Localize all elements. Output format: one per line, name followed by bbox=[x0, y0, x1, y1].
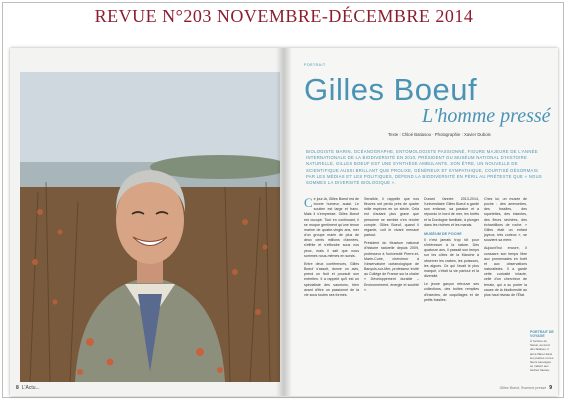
text-column-3 bbox=[424, 197, 479, 377]
article-credits: Texte : Chloé Batiasou · Photographie : Xavier Dubois bbox=[388, 132, 491, 137]
portrait-illustration bbox=[20, 72, 280, 382]
issue-banner: REVUE N°203 NOVEMBRE-DÉCEMBRE 2014 bbox=[94, 6, 474, 26]
column-3-paragraph: Le jeune garçon retrouve ses collections, des boîtes remplies d'insectes, de coquillages et de petits fossiles. bbox=[424, 282, 479, 302]
right-folio-text: Gilles Boeuf, l'homme pressé bbox=[499, 386, 547, 390]
spread-gutter bbox=[276, 48, 292, 396]
column-1-paragraph: Ce jour-là, Gilles Boeuf est de bonne humeur, aussi. Le soutien est large et franc. Mais il s'empresse. Gilles Boeuf est occupé. Tout en continuant, il se moque gentiment qu'une tenue marine de quatre-vingts ans, mer d'un groupe marin de plus de deux cents millions d'années, s'effrite et s'effondre sous nos yeux, mais il sait que nous sommes nous-mêmes en sursis. bbox=[304, 197, 359, 258]
article-subtitle: L'homme pressé bbox=[422, 105, 551, 127]
left-page-number: 8 bbox=[16, 385, 19, 391]
article-lead: BIOLOGISTE MARIN, OCÉANOGRAPHE, ENTOMOLOGISTE PASSIONNÉ, FIGURE MAJEURE DE L'ANNÉE INTERNATIONALE DE LA BIODIVERSITÉ EN 2010, PRÉSIDENT DU MUSÉUM NATIONAL D'HISTOIRE NATURELLE, GILLES BOEUF EST UNE SYNTHÈSE AMBULANTE. SON ÊTRE, UN NOUVELLE DE SCIENTIFIQUE AUSSI BRILLANT QUE PROLIXE, GÉNÉREUX ET SYMPATHIQUE, COURTISÉ DÉSORMAIS PAR LES MÉDIAS ET LES POLITIQUES, DÉFEND LA BIODIVERSITÉ EN PÉRIL AU PRÉTEXTE QUE « NOUS SOMMES LA DIVERSITÉ BIOLOGIQUE ». bbox=[306, 149, 542, 186]
section-heading: MUSÉUM DE POCHE bbox=[424, 231, 462, 236]
column-2-paragraph: Président du Muséum national d'histoire naturelle depuis 2009, professeur à l'université Pierre-et-Marie-Curie, chercheur à l'observatoire océanologique de Banyuls-sur-Mer, professeur invité au Collège de France sur la chaire « Développement durable – Environnement, énergie et société ». bbox=[364, 241, 419, 292]
right-folio bbox=[500, 385, 552, 391]
text-column-2 bbox=[364, 197, 419, 377]
caption-title: PORTRAIT DE VOYAGE bbox=[530, 330, 554, 338]
text-column-4 bbox=[484, 197, 527, 377]
column-3-paragraph: Durant l'année 2013-2014, l'universitaire Gilles Boeuf a gardé son enfance, sa passion et a répondu le bord de mer, les forêts et la Dordogne familiale, à plonger dans les rivières et les marais. bbox=[424, 197, 479, 227]
right-page bbox=[284, 48, 558, 396]
column-3-paragraph: Il n'est jamais trop tôt pour s'intéresser à la nature. Dès quatorze ans, il passait son temps sur les côtes de la Manche à observer les crabes, les poissons, les algues. Ce qui l'avait le plus marqué, c'était la vie partout et la diversité. bbox=[424, 237, 479, 279]
magazine-spread bbox=[10, 48, 558, 396]
left-page bbox=[10, 48, 284, 396]
column-4-paragraph: Aujourd'hui encore, il consacre son temps libre aux promenades en forêt et aux observations naturalistes. Il a gardé cette curiosité intacte, celle d'un chercheur de terrain, qui a su porter la cause de la biodiversité au plus haut niveau de l'État. bbox=[484, 246, 527, 297]
photo-caption bbox=[530, 330, 554, 373]
left-magazine-name: L'Actu... bbox=[21, 385, 40, 391]
drop-cap: C bbox=[304, 197, 313, 210]
text-column-1 bbox=[304, 197, 359, 377]
article-title: Gilles Boeuf bbox=[304, 72, 478, 107]
right-page-number: 9 bbox=[549, 385, 552, 391]
portrait-photo bbox=[20, 72, 280, 382]
column-2-paragraph: Sensible, il rappelle que nos fleuves ont perdu près de quatre mille espèces en un siècle. Cela est d'autant plus grave que personne ne semble s'en rendre compte. Gilles Boeuf, quand il regarde, voit le vivant menacé partout. bbox=[364, 197, 419, 238]
column-4-paragraph: Chez lui, un musée de poche : des ammonites, des fossiles, des squelettes, des insectes, des fleurs séchées, des échantillons de roche. « Gilles était un enfant joyeux, très curieux », se souvient sa mère. bbox=[484, 197, 527, 243]
section-rubric: PORTRAIT bbox=[304, 63, 326, 67]
caption-text: À l'arrière du Sénat, au bord des falaises, il aime flâner dans les prairies où les fleurs sauvages se mêlent aux herbes hautes. bbox=[530, 339, 554, 373]
column-1-paragraph: Entre deux conférences, Gilles Boeuf s'assoit, donne un avis, prend un fruit et poursuit son entretien. Il a rappelé qu'il est un spécialiste des saumons, bien avant d'être un passionné de la vie sous toutes ses formes. bbox=[304, 261, 359, 297]
left-folio bbox=[16, 385, 40, 391]
